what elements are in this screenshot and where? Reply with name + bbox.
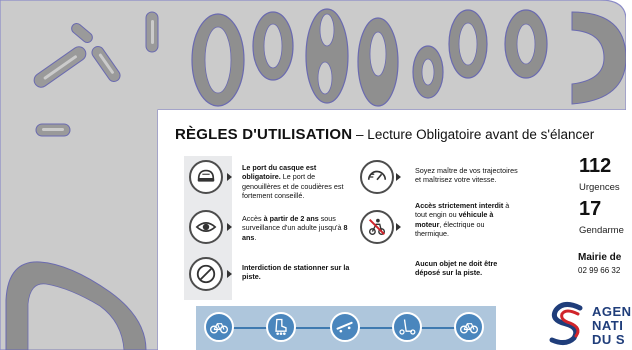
logo-line-3: DU S	[592, 332, 626, 347]
rule-parking: Interdiction de stationner sur la piste.	[242, 263, 350, 282]
no-motor-scooter-icon	[360, 210, 394, 244]
title-main: RÈGLES D'UTILISATION	[175, 126, 353, 143]
arrow-icon	[227, 270, 232, 278]
no-parking-icon	[189, 257, 223, 291]
arrow-icon	[227, 223, 232, 231]
bicycle-icon	[454, 312, 484, 342]
mairie-phone: 02 99 66 32	[578, 266, 621, 275]
emergency-number-17: 17	[579, 198, 602, 220]
helmet-icon	[189, 160, 223, 194]
page-title	[175, 126, 594, 143]
mairie-label: Mairie de	[578, 252, 622, 263]
roller-skate-icon	[266, 312, 296, 342]
bicycle-icon	[204, 312, 234, 342]
logo-line-2: NATI	[592, 318, 624, 333]
logo-s-mark	[548, 296, 588, 350]
activities-band	[196, 306, 496, 350]
title-sub: – Lecture Obligatoire avant de s'élancer	[352, 127, 595, 142]
kick-scooter-icon	[392, 312, 422, 342]
rule-motor: Accès strictement interdit à tout engin ou véhicule à moteur, électrique ou thermique.	[415, 201, 510, 238]
emergency-label-urgences: Urgences	[579, 182, 620, 193]
rule-object: Aucun objet ne doit être déposé sur la piste.	[415, 259, 498, 278]
rule-speed: Soyez maître de vos trajectoires et maîtrisez votre vitesse.	[415, 166, 518, 185]
arrow-icon	[396, 223, 401, 231]
agency-logo	[548, 296, 632, 350]
rule-age: Accès à partir de 2 ans sous surveillance d'un adulte jusqu'à 8 ans.	[242, 214, 348, 242]
emergency-number-112: 112	[579, 155, 612, 177]
eye-icon	[189, 210, 223, 244]
speed-gauge-icon	[360, 160, 394, 194]
logo-line-1: AGEN	[592, 304, 632, 319]
rule-helmet: Le port du casque est obligatoire. Le port de genouillères et de coudières est fortement conseillé.	[242, 163, 344, 200]
arrow-icon	[227, 173, 232, 181]
skateboard-icon	[330, 312, 360, 342]
arrow-icon	[396, 173, 401, 181]
emergency-label-gendarmerie: Gendarme	[579, 225, 624, 236]
